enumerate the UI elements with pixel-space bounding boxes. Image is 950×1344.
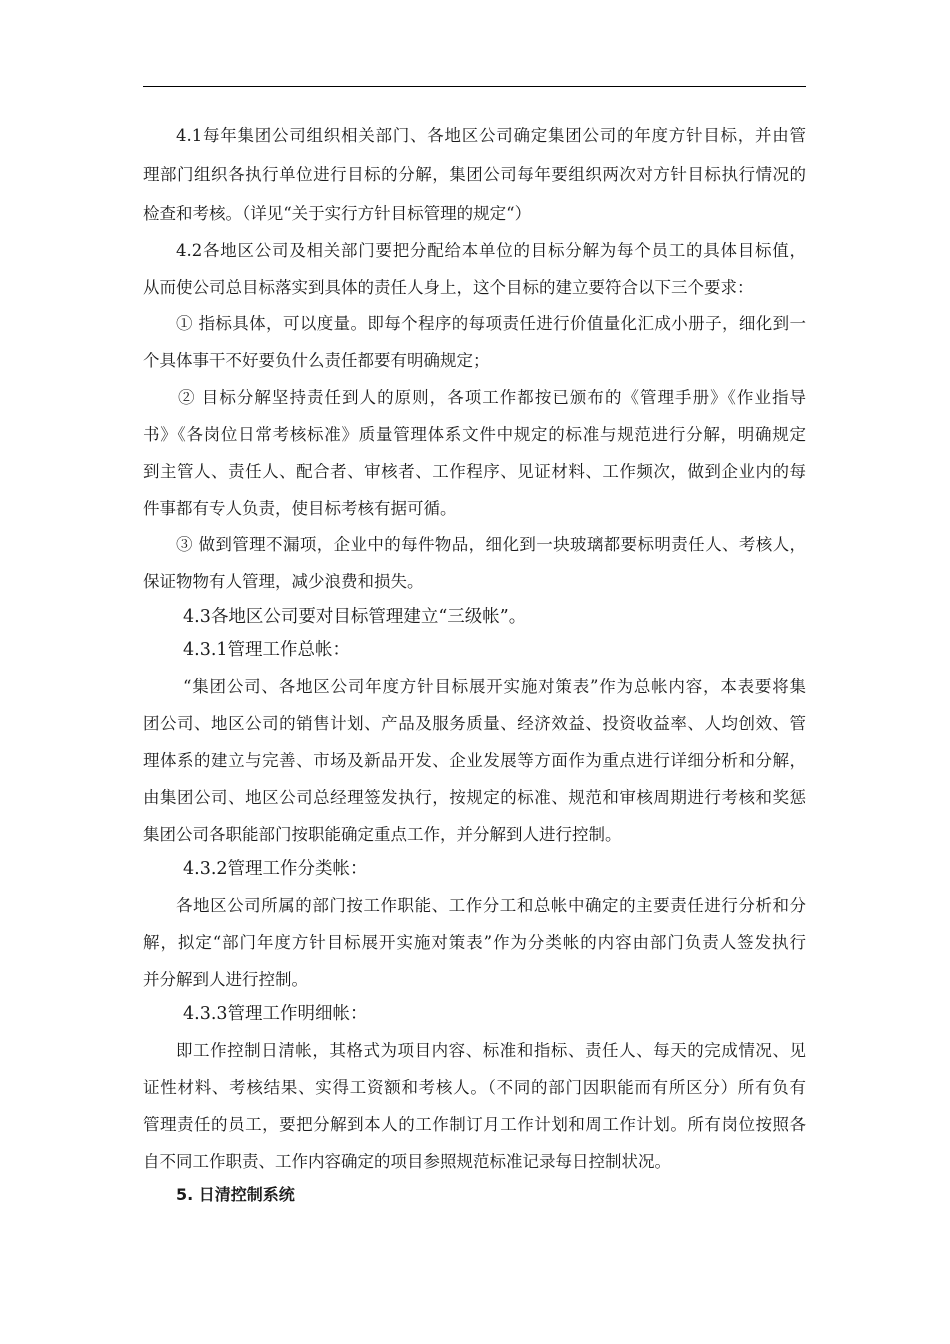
detail-ledger-line-1: 即工作控制日清帐，其格式为项目内容、标准和指标、责任人、每天的完成情况、见 bbox=[176, 1041, 806, 1060]
requirement-2-line-3: 到主管人、责任人、配合者、审核者、工作程序、见证材料、工作频次，做到企业内的每 bbox=[143, 462, 806, 481]
general-ledger-line-2: 团公司、地区公司的销售计划、产品及服务质量、经济效益、投资收益率、人均创效、管 bbox=[143, 714, 806, 733]
section-4-3-2-heading: 4.3.2管理工作分类帐： bbox=[183, 859, 368, 879]
requirement-3-line-2: 保证物物有人管理，减少浪费和损失。 bbox=[143, 572, 424, 591]
general-ledger-line-1: “集团公司、各地区公司年度方针目标展开实施对策表”作为总帐内容，本表要将集 bbox=[183, 677, 806, 696]
section-4-3-1-heading: 4.3.1管理工作总帐： bbox=[183, 640, 351, 660]
category-ledger-line-3: 并分解到人进行控制。 bbox=[143, 970, 308, 989]
detail-ledger-line-3: 管理责任的员工，要把分解到本人的工作制订月工作计划和周工作计划。所有岗位按照各 bbox=[143, 1115, 806, 1134]
requirement-2-line-4: 件事都有专人负责，使目标考核有据可循。 bbox=[143, 499, 457, 518]
general-ledger-line-5: 集团公司各职能部门按职能确定重点工作，并分解到人进行控制。 bbox=[143, 825, 622, 844]
section-4-3-heading: 4.3各地区公司要对目标管理建立“三级帐”。 bbox=[183, 607, 527, 627]
detail-ledger-line-4: 自不同工作职责、工作内容确定的项目参照规范标准记录每日控制状况。 bbox=[143, 1152, 671, 1171]
requirement-1-line-2: 个具体事干不好要负什么责任都要有明确规定； bbox=[143, 351, 490, 370]
requirement-1-line-1: ① 指标具体，可以度量。即每个程序的每项责任进行价值量化汇成小册子，细化到一 bbox=[176, 314, 806, 333]
section-5-heading: 5. 日清控制系统 bbox=[176, 1185, 295, 1204]
requirement-2-line-2: 书》《各岗位日常考核标准》质量管理体系文件中规定的标准与规范进行分解，明确规定 bbox=[143, 425, 806, 444]
general-ledger-line-4: 由集团公司、地区公司总经理签发执行，按规定的标准、规范和审核周期进行考核和奖惩 bbox=[143, 788, 806, 807]
requirement-3-line-1: ③ 做到管理不漏项，企业中的每件物品，细化到一块玻璃都要标明责任人、考核人， bbox=[176, 535, 806, 554]
general-ledger-line-3: 理体系的建立与完善、市场及新品开发、企业发展等方面作为重点进行详细分析和分解， bbox=[143, 751, 806, 770]
category-ledger-line-2: 解，拟定“部门年度方针目标展开实施对策表”作为分类帐的内容由部门负责人签发执行 bbox=[143, 933, 806, 952]
header-rule bbox=[143, 86, 806, 87]
paragraph-4-2-line-1: 4.2各地区公司及相关部门要把分配给本单位的目标分解为每个员工的具体目标值， bbox=[176, 241, 806, 260]
paragraph-4-1-line-2: 理部门组织各执行单位进行目标的分解，集团公司每年要组织两次对方针目标执行情况的 bbox=[143, 165, 806, 184]
category-ledger-line-1: 各地区公司所属的部门按工作职能、工作分工和总帐中确定的主要责任进行分析和分 bbox=[176, 896, 806, 915]
requirement-2-line-1: ② 目标分解坚持责任到人的原则，各项工作都按已颁布的《管理手册》《作业指导 bbox=[178, 388, 806, 407]
paragraph-4-1-line-1: 4.1每年集团公司组织相关部门、各地区公司确定集团公司的年度方针目标，并由管 bbox=[176, 126, 806, 145]
detail-ledger-line-2: 证性材料、考核结果、实得工资额和考核人。（不同的部门因职能而有所区分）所有负有 bbox=[143, 1078, 806, 1097]
paragraph-4-2-line-2: 从而使公司总目标落实到具体的责任人身上，这个目标的建立要符合以下三个要求： bbox=[143, 278, 754, 297]
paragraph-4-1-line-3: 检查和考核。（详见“关于实行方针目标管理的规定“） bbox=[143, 204, 532, 223]
section-4-3-3-heading: 4.3.3管理工作明细帐： bbox=[183, 1004, 368, 1024]
